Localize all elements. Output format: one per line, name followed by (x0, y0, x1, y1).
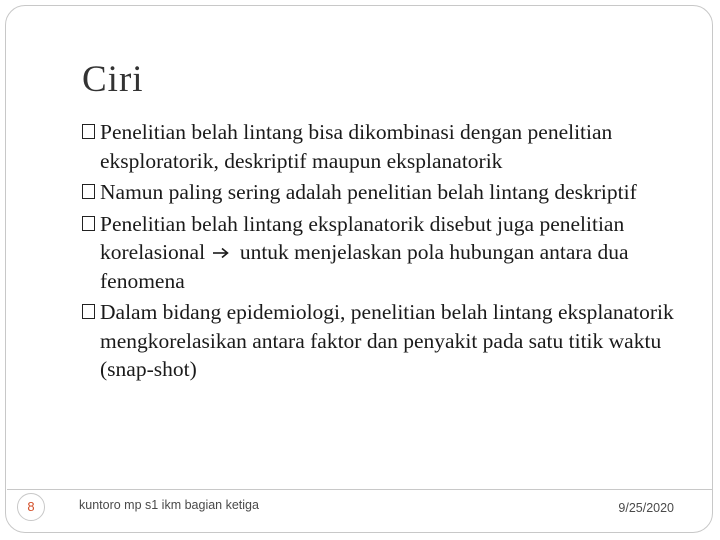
footer-divider (7, 489, 712, 490)
bullet-item (82, 210, 682, 296)
bullet-text: Namun paling sering adalah penelitian belah lintang deskriptif (100, 180, 637, 204)
right-arrow-icon (212, 247, 230, 259)
bullet-item (82, 118, 682, 175)
missing-glyph-box-icon (82, 124, 95, 139)
bullet-text: Penelitian belah lintang bisa dikombinasi dengan penelitian eksploratorik, deskriptif maupun eksplanatorik (100, 120, 613, 173)
missing-glyph-box-icon (82, 304, 95, 319)
bullet-item (82, 178, 682, 207)
slide-title: Ciri (82, 59, 144, 100)
bullet-list (82, 118, 682, 387)
bullet-text: untuk menjelaskan pola hubungan antara dua fenomena (100, 240, 629, 293)
missing-glyph-box-icon (82, 184, 95, 199)
bullet-item (82, 298, 682, 384)
bullet-text: Penelitian belah lintang eksplanatorik disebut juga penelitian korelasional (100, 211, 625, 264)
page-number-badge: 8 (17, 493, 45, 521)
bullet-text: Dalam bidang epidemiologi, penelitian belah lintang eksplanatorik mengkorelasikan antara faktor dan penyakit pada satu titik waktu (snap-shot) (100, 300, 674, 381)
footer-text: kuntoro mp s1 ikm bagian ketiga (79, 498, 259, 512)
missing-glyph-box-icon (82, 216, 95, 231)
footer-date: 9/25/2020 (618, 501, 674, 515)
